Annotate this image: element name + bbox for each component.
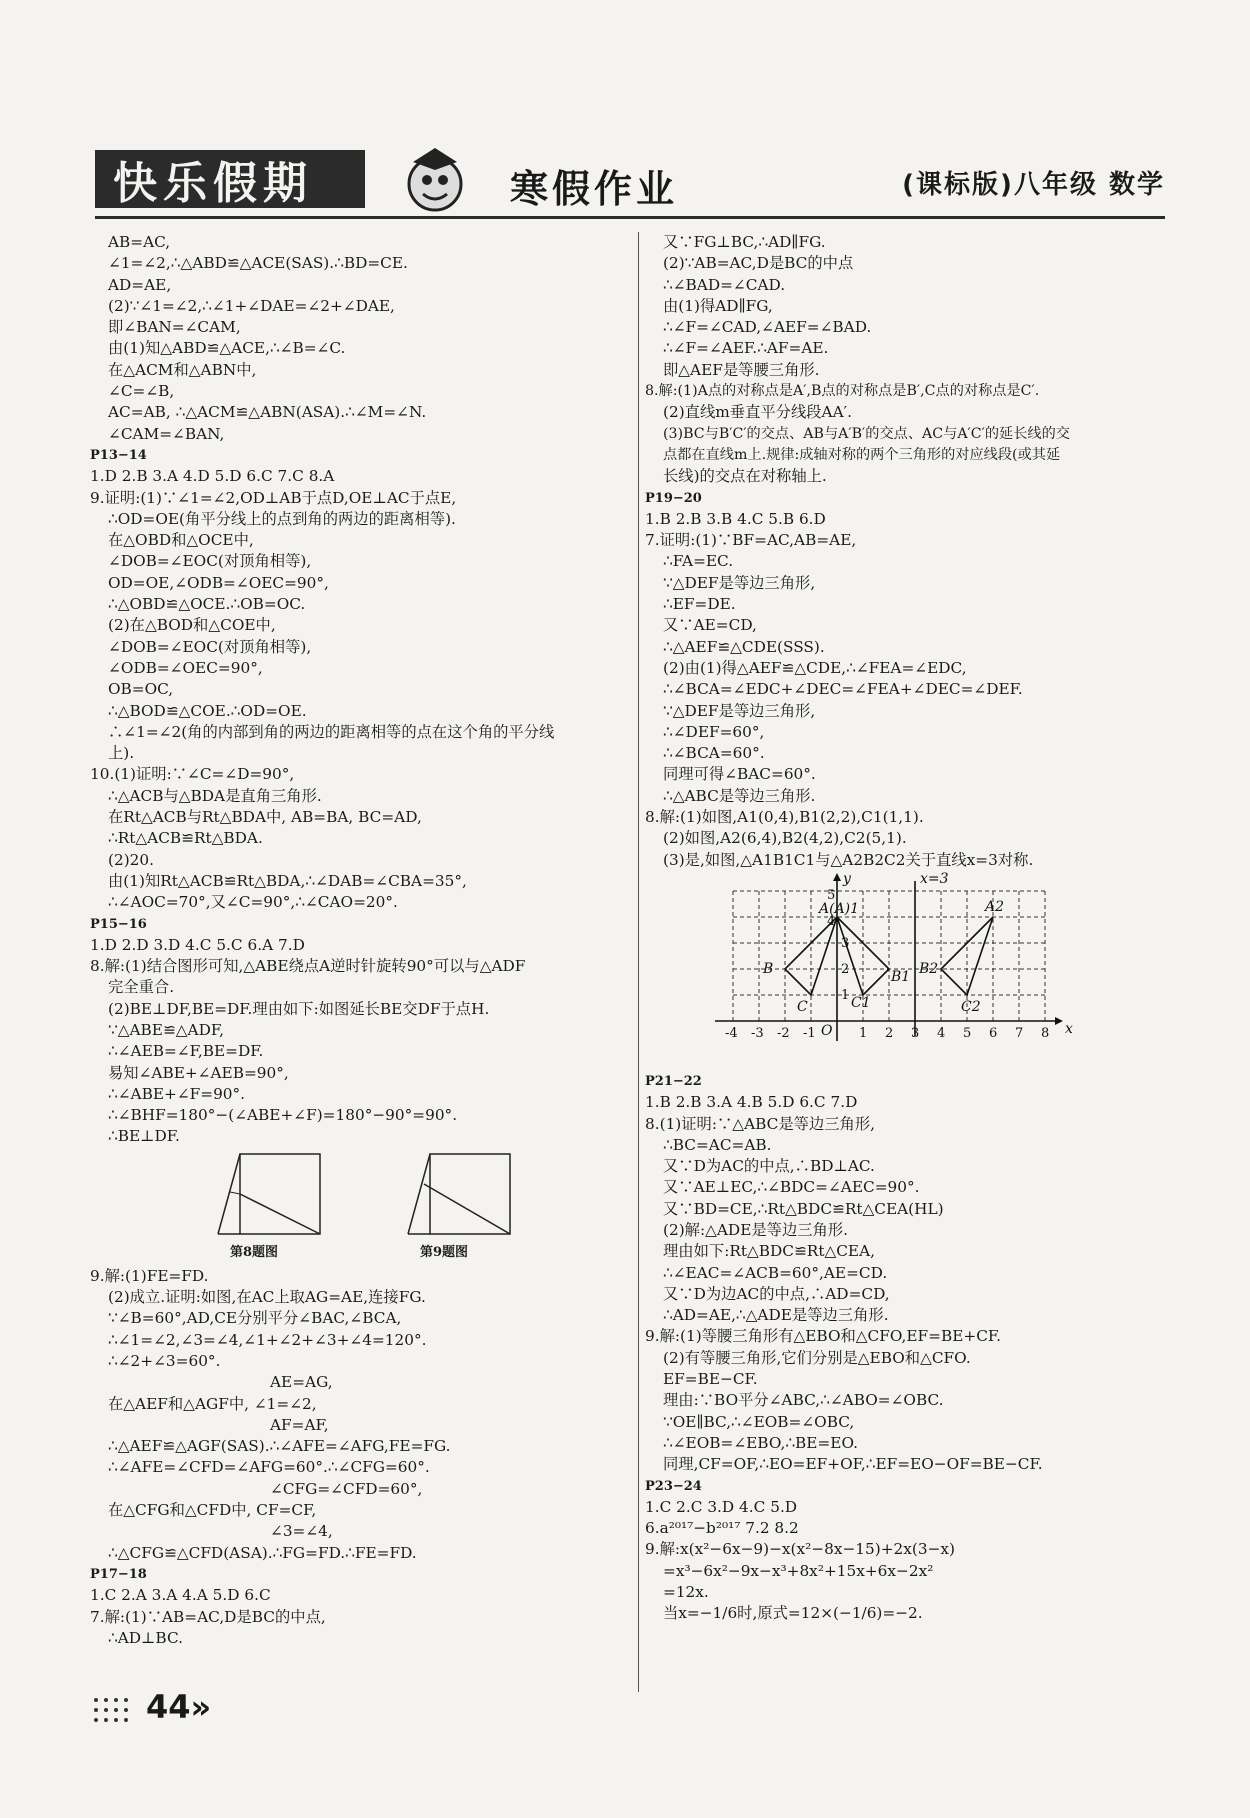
x-tick-label: 8 xyxy=(1041,1025,1050,1041)
answer-line: 当x=−1/6时,原式=12×(−1/6)=−2. xyxy=(663,1604,923,1623)
answer-line: 7.证明:(1)∵BF=AC,AB=AE, xyxy=(645,531,857,550)
answer-line: 即∠BAN=∠CAM, xyxy=(108,318,241,337)
y-axis-label: y xyxy=(843,870,851,887)
answer-line: 1.B 2.B 3.A 4.B 5.D 6.C 7.D xyxy=(645,1093,858,1112)
answer-line: 9.解:(1)FE=FD. xyxy=(90,1266,209,1285)
figure-9 xyxy=(390,1148,540,1266)
point-A2-label: A2 xyxy=(985,898,1005,915)
x-tick-label: 2 xyxy=(885,1025,894,1041)
answer-line: ∴△ABC是等边三角形. xyxy=(663,786,816,805)
edition-grade-subject: (课标版)八年级 数学 xyxy=(902,170,1165,200)
point-C-label: C xyxy=(797,998,808,1015)
answer-line: ∠CAM=∠BAN, xyxy=(108,424,225,443)
answer-line: ∴∠DEF=60°, xyxy=(663,722,765,741)
answer-line: (2)直线m垂直平分线段AA′. xyxy=(663,403,852,422)
answer-line: ∴BC=AC=AB. xyxy=(663,1135,772,1154)
answer-line: 又∵D为AC的中点,∴BD⊥AC. xyxy=(663,1157,875,1176)
answer-line: ∴AD⊥BC. xyxy=(108,1628,183,1647)
answer-line: AD=AE, xyxy=(108,275,172,294)
figure-8-caption: 第8题图 xyxy=(230,1244,279,1260)
y-tick-label: 3 xyxy=(841,935,850,951)
answer-line: ∴△BOD≌△COE.∴OD=OE. xyxy=(108,701,307,720)
answer-line: 在Rt△ACB与Rt△BDA中, AB=BA, BC=AD, xyxy=(108,808,422,827)
section-heading: P15−16 xyxy=(90,916,147,932)
answer-line: ∴∠2+∠3=60°. xyxy=(108,1351,221,1370)
answer-line: (2)解:△ADE是等边三角形. xyxy=(663,1220,849,1239)
answer-line: 8.(1)证明:∵△ABC是等边三角形, xyxy=(645,1114,875,1133)
answer-line: AC=AB, ∴△ACM≌△ABN(ASA).∴∠M=∠N. xyxy=(108,403,427,422)
answer-line: 同理可得∠BAC=60°. xyxy=(663,765,816,784)
x-tick-label: 7 xyxy=(1015,1025,1024,1041)
axis-of-symmetry-label: x=3 xyxy=(920,870,949,887)
answer-line: 理由如下:Rt△BDC≌Rt△CEA, xyxy=(663,1242,876,1261)
y-tick-label: 2 xyxy=(841,961,850,977)
answer-line: ∴△AEF≌△CDE(SSS). xyxy=(663,637,825,656)
figures-8-9 xyxy=(90,1148,635,1266)
answer-line: 即△AEF是等腰三角形. xyxy=(663,360,820,379)
answer-line: 由(1)知△ABD≌△ACE,∴∠B=∠C. xyxy=(108,339,346,358)
answer-line: 1.C 2.A 3.A 4.A 5.D 6.C xyxy=(90,1586,271,1605)
answer-line: (2)∵∠1=∠2,∴∠1+∠DAE=∠2+∠DAE, xyxy=(108,296,395,315)
answer-line: ∴∠ABE+∠F=90°. xyxy=(108,1084,246,1103)
answer-line: 1.C 2.C 3.D 4.C 5.D xyxy=(645,1497,798,1516)
column-divider xyxy=(638,232,639,1692)
answer-line: ∴∠1=∠2(角的内部到角的两边的距离相等的点在这个角的平分线 xyxy=(108,722,555,741)
point-B2-label: B2 xyxy=(919,960,939,977)
answer-line: AB=AC, xyxy=(108,233,171,251)
answer-line: 易知∠ABE+∠AEB=90°, xyxy=(108,1063,289,1082)
answer-line: ∴∠F=∠AEF.∴AF=AE. xyxy=(663,339,829,358)
x-tick-label: 6 xyxy=(989,1025,998,1041)
section-heading: P19−20 xyxy=(645,490,702,506)
section-heading: P21−22 xyxy=(645,1073,702,1089)
answer-line: 9.证明:(1)∵∠1=∠2,OD⊥AB于点D,OE⊥AC于点E, xyxy=(90,488,457,507)
series-logo: 快乐假期 xyxy=(95,150,365,208)
x-axis-label: x xyxy=(1065,1020,1073,1037)
answer-line: (2)20. xyxy=(108,850,154,869)
x-tick-label: 1 xyxy=(859,1025,868,1041)
answer-line: 8.解:(1)A点的对称点是A′,B点的对称点是B′,C点的对称点是C′. xyxy=(645,383,1040,400)
answer-line: ∠CFG=∠CFD=60°, xyxy=(270,1479,423,1498)
answer-line: 1.D 2.B 3.A 4.D 5.D 6.C 7.C 8.A xyxy=(90,467,335,486)
answer-line: ∴Rt△ACB≌Rt△BDA. xyxy=(108,829,263,848)
coordinate-grid xyxy=(645,871,1165,1071)
section-heading: P13−14 xyxy=(90,447,147,463)
answer-line: (3)BC与B′C′的交点、AB与A′B′的交点、AC与A′C′的延长线的交 xyxy=(663,425,1070,442)
y-tick-label: 5 xyxy=(827,887,836,903)
left-column xyxy=(90,232,635,1649)
answer-line: ∴∠1=∠2,∠3=∠4,∠1+∠2+∠3+∠4=120°. xyxy=(108,1330,427,1349)
answer-line: (2)∵AB=AC,D是BC的中点 xyxy=(663,254,854,273)
answer-line: 在△CFG和△CFD中, CF=CF, xyxy=(108,1501,317,1520)
answer-line: 1.D 2.D 3.D 4.C 5.C 6.A 7.D xyxy=(90,935,305,954)
answer-line: 10.(1)证明:∵∠C=∠D=90°, xyxy=(90,765,295,784)
answer-line: 7.解:(1)∵AB=AC,D是BC的中点, xyxy=(90,1607,326,1626)
answer-line: 点都在直线m上.规律:成轴对称的两个三角形的对应线段(或其延 xyxy=(663,446,1061,463)
answer-line: 上). xyxy=(108,744,135,763)
point-B1-label: B1 xyxy=(891,968,911,985)
answer-line: 由(1)得AD∥FG, xyxy=(663,296,773,315)
answer-line: 8.解:(1)结合图形可知,△ABE绕点A逆时针旋转90°可以与△ADF xyxy=(90,957,526,976)
answer-line: 完全重合. xyxy=(108,978,175,997)
x-tick-label: -2 xyxy=(777,1025,790,1041)
figure-9-caption: 第9题图 xyxy=(420,1244,469,1260)
answer-line: ∴∠AFE=∠CFD=∠AFG=60°.∴∠CFG=60°. xyxy=(108,1458,430,1477)
right-column xyxy=(645,232,1165,1625)
answer-line: (2)BE⊥DF,BE=DF.理由如下:如图延长BE交DF于点H. xyxy=(108,999,490,1018)
answer-line: 6.a²⁰¹⁷−b²⁰¹⁷ 7.2 8.2 xyxy=(645,1519,799,1538)
point-C2-label: C2 xyxy=(961,998,981,1015)
answer-line: 又∵AE=CD, xyxy=(663,616,757,635)
answer-line: ∵∠B=60°,AD,CE分别平分∠BAC,∠BCA, xyxy=(108,1309,402,1328)
answer-line: 又∵BD=CE,∴Rt△BDC≌Rt△CEA(HL) xyxy=(663,1199,944,1218)
answer-line: ∴△CFG≌△CFD(ASA).∴FG=FD.∴FE=FD. xyxy=(108,1543,417,1562)
answer-line: OB=OC, xyxy=(108,680,174,699)
answer-line: ∴∠AOC=70°,又∠C=90°,∴∠CAO=20°. xyxy=(108,893,398,912)
answer-line: ∴△AEF≌△AGF(SAS).∴∠AFE=∠AFG,FE=FG. xyxy=(108,1437,451,1456)
answer-line: ∠DOB=∠EOC(对顶角相等), xyxy=(108,552,312,571)
figure-8 xyxy=(200,1148,350,1266)
answer-line: (2)如图,A2(6,4),B2(4,2),C2(5,1). xyxy=(663,829,907,848)
answer-line: 1.B 2.B 3.B 4.C 5.B 6.D xyxy=(645,509,826,528)
point-A-label: A(A)1 xyxy=(819,900,860,917)
answer-line: 9.解:x(x²−6x−9)−x(x²−8x−15)+2x(3−x) xyxy=(645,1540,955,1559)
answer-line: 长线)的交点在对称轴上. xyxy=(663,467,827,486)
answer-line: 9.解:(1)等腰三角形有△EBO和△CFO,EF=BE+CF. xyxy=(645,1327,1001,1346)
answer-line: (3)是,如图,△A1B1C1与△A2B2C2关于直线x=3对称. xyxy=(663,850,1034,869)
answer-line: 由(1)知Rt△ACB≌Rt△BDA,∴∠DAB=∠CBA=35°, xyxy=(108,871,467,890)
x-tick-label: -4 xyxy=(725,1025,738,1041)
page-header xyxy=(95,140,1165,220)
answer-line: 理由:∵BO平分∠ABC,∴∠ABO=∠OBC. xyxy=(663,1391,944,1410)
x-tick-label: -3 xyxy=(751,1025,764,1041)
answer-line: ∠1=∠2,∴△ABD≌△ACE(SAS).∴BD=CE. xyxy=(108,254,408,273)
answer-line: ∠ODB=∠OEC=90°, xyxy=(108,658,263,677)
answer-line: (2)在△BOD和△COE中, xyxy=(108,616,276,635)
answer-line: ∴∠F=∠CAD,∠AEF=∠BAD. xyxy=(663,318,872,337)
x-tick-label: 3 xyxy=(911,1025,920,1041)
answer-line: AF=AF, xyxy=(270,1415,329,1434)
answer-line: ∠C=∠B, xyxy=(108,382,175,401)
answer-line: 8.解:(1)如图,A1(0,4),B1(2,2),C1(1,1). xyxy=(645,808,924,827)
answer-line: 又∵D为边AC的中点,∴AD=CD, xyxy=(663,1284,890,1303)
answer-line: ∵△ABE≌△ADF, xyxy=(108,1020,224,1039)
mascot-icon xyxy=(395,140,475,220)
answer-line: ∴∠EAC=∠ACB=60°,AE=CD. xyxy=(663,1263,888,1282)
section-heading: P17−18 xyxy=(90,1566,147,1582)
dot-pattern-icon xyxy=(92,1696,136,1726)
x-tick-label: 4 xyxy=(937,1025,946,1041)
answer-line: 又∵FG⊥BC,∴AD∥FG. xyxy=(663,233,826,251)
answer-line: ∠DOB=∠EOC(对顶角相等), xyxy=(108,637,312,656)
answer-line: ∴△ACB与△BDA是直角三角形. xyxy=(108,786,322,805)
answer-line: ∠3=∠4, xyxy=(270,1522,333,1541)
header-rule xyxy=(95,216,1165,219)
page-number: 44» xyxy=(146,1688,212,1726)
answer-line: ∵△DEF是等边三角形, xyxy=(663,701,816,720)
answer-line: ∴∠BCA=∠EDC+∠DEC=∠FEA+∠DEC=∠DEF. xyxy=(663,680,1023,699)
answer-line: ∵△DEF是等边三角形, xyxy=(663,573,816,592)
y-tick-label: 4 xyxy=(827,913,836,929)
answer-line: 在△OBD和△OCE中, xyxy=(108,531,254,550)
answer-line: EF=BE−CF. xyxy=(663,1370,758,1389)
answer-line: =x³−6x²−9x−x³+8x²+15x+6x−2x² xyxy=(663,1561,934,1580)
answer-line: ∴BE⊥DF. xyxy=(108,1127,180,1146)
answer-line: ∴AD=AE,∴△ADE是等边三角形. xyxy=(663,1306,889,1325)
answer-line: ∴EF=DE. xyxy=(663,595,736,614)
answer-line: ∴FA=EC. xyxy=(663,552,734,571)
answer-line: (2)成立.证明:如图,在AC上取AG=AE,连接FG. xyxy=(108,1288,426,1307)
x-tick-label: -1 xyxy=(803,1025,816,1041)
answer-line: ∴OD=OE(角平分线上的点到角的两边的距离相等). xyxy=(108,509,456,528)
answer-line: 同理,CF=OF,∴EO=EF+OF,∴EF=EO−OF=BE−CF. xyxy=(663,1455,1043,1474)
answer-line: ∵OE∥BC,∴∠EOB=∠OBC, xyxy=(663,1412,855,1431)
answer-line: OD=OE,∠ODB=∠OEC=90°, xyxy=(108,573,329,592)
answer-line: ∴△OBD≌△OCE.∴OB=OC. xyxy=(108,595,306,614)
answer-line: ∴∠AEB=∠F,BE=DF. xyxy=(108,1042,264,1061)
section-heading: P23−24 xyxy=(645,1478,702,1494)
answer-line: 在△ACM和△ABN中, xyxy=(108,360,257,379)
answer-line: (2)由(1)得△AEF≌△CDE,∴∠FEA=∠EDC, xyxy=(663,658,967,677)
answer-line: ∴∠EOB=∠EBO,∴BE=EO. xyxy=(663,1433,858,1452)
answer-line: ∴∠BHF=180°−(∠ABE+∠F)=180°−90°=90°. xyxy=(108,1106,458,1125)
answer-line: AE=AG, xyxy=(270,1373,333,1392)
origin-label: O xyxy=(821,1022,833,1039)
answer-line: =12x. xyxy=(663,1583,709,1602)
point-B-label: B xyxy=(763,960,774,977)
answer-line: 又∵AE⊥EC,∴∠BDC=∠AEC=90°. xyxy=(663,1178,920,1197)
book-subtitle: 寒假作业 xyxy=(510,167,679,211)
figure-8-diagram xyxy=(200,1148,350,1242)
figure-9-diagram xyxy=(390,1148,540,1242)
answer-line: ∴∠BCA=60°. xyxy=(663,744,765,763)
answer-line: 在△AEF和△AGF中, ∠1=∠2, xyxy=(108,1394,317,1413)
answer-line: ∴∠BAD=∠CAD. xyxy=(663,275,786,294)
answer-line: (2)有等腰三角形,它们分别是△EBO和△CFO. xyxy=(663,1348,971,1367)
point-C1-label: C1 xyxy=(851,994,871,1011)
x-tick-label: 5 xyxy=(963,1025,972,1041)
coordinate-grid-figure xyxy=(645,871,1165,1071)
y-tick-label: 1 xyxy=(841,987,850,1003)
